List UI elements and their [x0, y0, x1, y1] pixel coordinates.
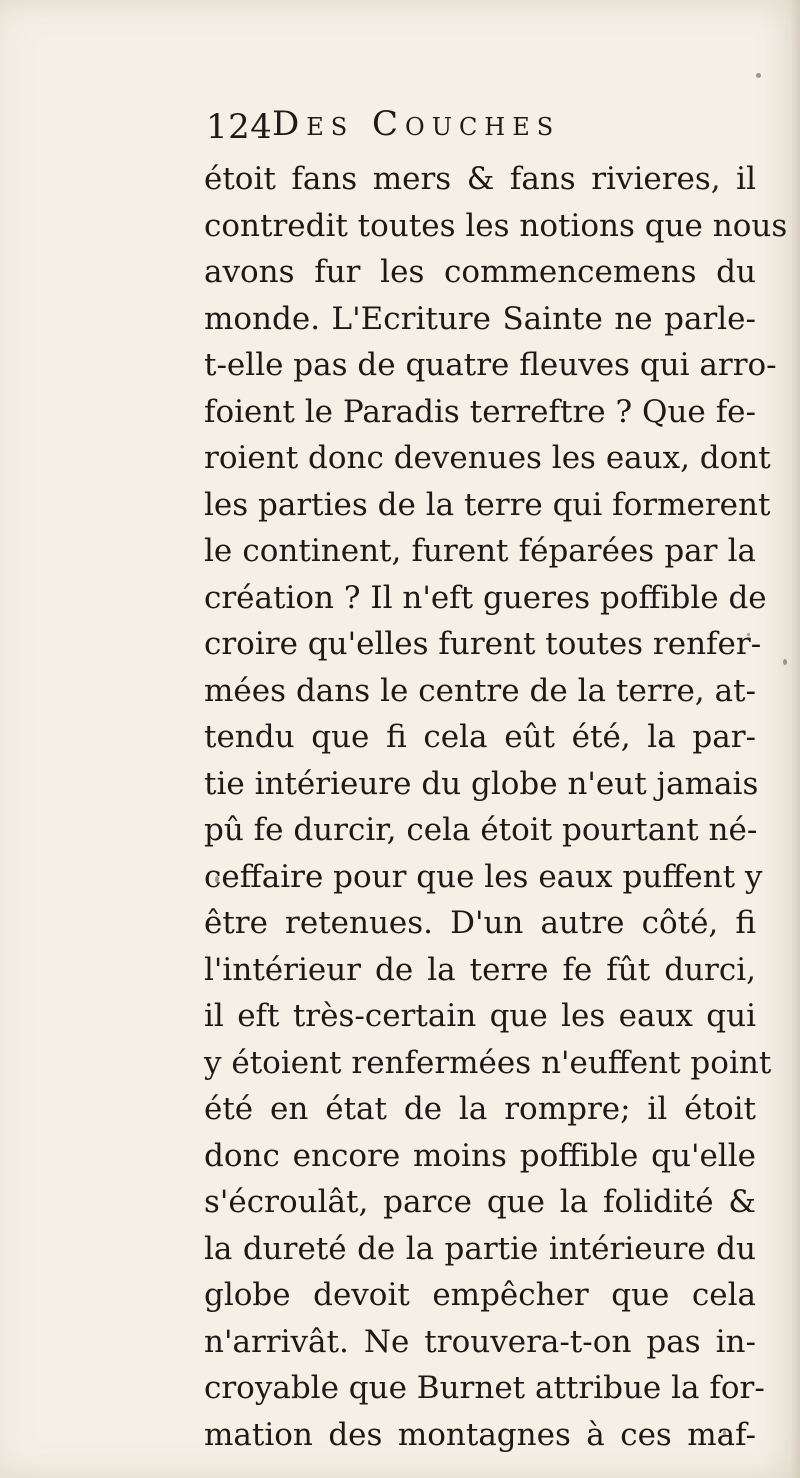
- text-line: foient le Paradis terreftre ? Que fe-: [204, 393, 756, 430]
- page-header: [206, 104, 786, 152]
- text-line: il eft très-certain que les eaux qui: [204, 998, 756, 1034]
- body-text: [204, 156, 788, 1458]
- text-line: croire qu'elles furent toutes renfer-: [204, 626, 762, 662]
- text-line: étoit fans mers & fans rivieres, il: [204, 161, 756, 197]
- text-line: tendu que fi cela eût été, la par-: [204, 719, 756, 755]
- text-line: y étoient renfermées n'euffent point: [204, 1044, 772, 1081]
- text-line: ceffaire pour que les eaux puffent y: [204, 858, 763, 895]
- text-line: avons fur les commencemens du: [204, 254, 756, 290]
- text-line: été en état de la rompre; il étoit: [204, 1091, 756, 1127]
- text-line: mation des montagnes à ces maf-: [204, 1416, 756, 1453]
- text-line: l'intérieur de la terre fe fût durci,: [204, 951, 756, 988]
- text-line: donc encore moins poffible qu'elle: [204, 1137, 756, 1174]
- text-line: tie intérieure du globe n'eut jamais: [204, 765, 759, 802]
- text-line: n'arrivât. Ne trouvera-t-on pas in-: [204, 1323, 756, 1360]
- text-line: s'écroulât, parce que la folidité &: [204, 1184, 756, 1220]
- text-line: la dureté de la partie intérieure du: [204, 1230, 756, 1267]
- text-line: le continent, furent féparées par la: [204, 533, 756, 569]
- text-line: être retenues. D'un autre côté, fi: [204, 905, 756, 941]
- text-line: globe devoit empêcher que cela: [204, 1277, 756, 1313]
- text-line: t-elle pas de quatre fleuves qui arro-: [204, 347, 777, 383]
- ink-speck: [756, 73, 761, 78]
- page-number: 124: [206, 107, 273, 147]
- running-title: Des Couches: [272, 104, 561, 144]
- text-line: roient donc devenues les eaux, dont: [204, 440, 771, 476]
- text-line: mées dans le centre de la terre, at-: [204, 672, 756, 709]
- text-line: monde. L'Ecriture Sainte ne parle-: [204, 300, 756, 337]
- ink-speck: [215, 876, 219, 883]
- ink-speck: [747, 633, 750, 636]
- text-line: pû fe durcir, cela étoit pourtant né-: [204, 812, 758, 848]
- text-line: les parties de la terre qui formerent: [204, 486, 771, 523]
- text-line: croyable que Burnet attribue la for-: [204, 1370, 765, 1406]
- ink-speck: [783, 659, 787, 665]
- page-edge-shadow: [790, 0, 800, 1478]
- text-line: création ? Il n'eft gueres poffible de: [204, 579, 767, 616]
- ink-speck: [723, 1430, 726, 1436]
- text-line: contredit toutes les notions que nous: [204, 207, 788, 244]
